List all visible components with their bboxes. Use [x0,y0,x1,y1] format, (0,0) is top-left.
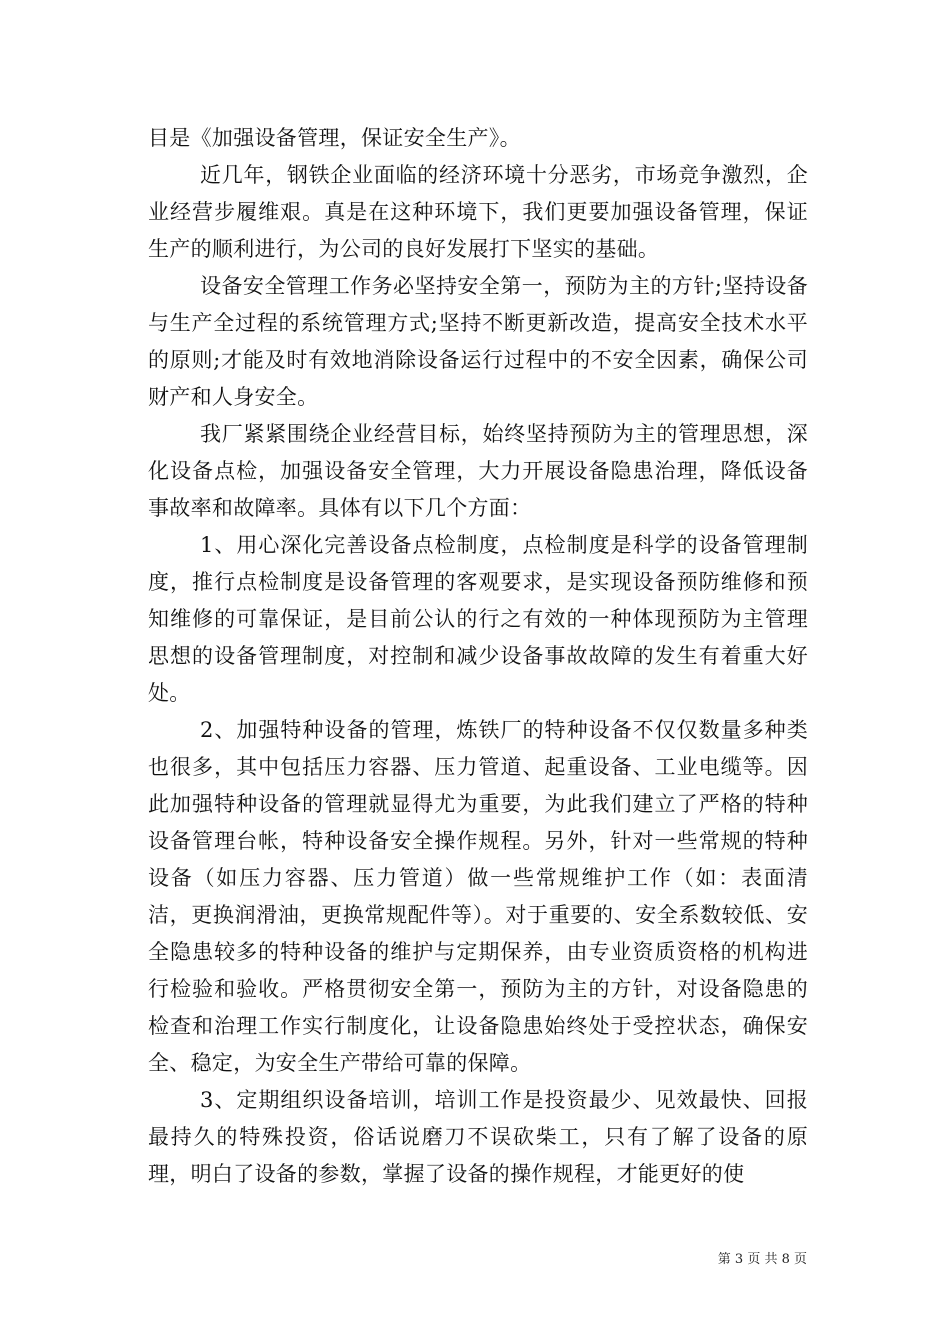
paragraph-economic-environment: 近几年，钢铁企业面临的经济环境十分恶劣，市场竞争激烈，企业经营步履维艰。真是在这种环境下，我们更要加强设备管理，保证生产的顺利进行，为公司的良好发展打下坚实的基础。 [148,163,808,261]
paragraph-continuation: 目是《加强设备管理，保证安全生产》。 [148,126,521,150]
page-footer [0,1248,807,1267]
document-body [148,120,808,1193]
paragraph-item-1-inspection: 1、用心深化完善设备点检制度，点检制度是科学的设备管理制度，推行点检制度是设备管理的客观要求，是实现设备预防维修和预知维修的可靠保证，是目前公认的行之有效的一种体现预防为主管理思想的设备管理制度，对控制和减少设备事故故障的发生有着重大好处。 [148,533,808,705]
paragraph-item-2-special-equipment: 2、加强特种设备的管理，炼铁厂的特种设备不仅仅数量多种类也很多，其中包括压力容器、压力管道、起重设备、工业电缆等。因此加强特种设备的管理就显得尤为重要，为此我们建立了严格的特种设备管理台帐，特种设备安全操作规程。另外，针对一些常规的特种设备（如压力容器、压力管道）做一些常规维护工作（如：表面清洁，更换润滑油，更换常规配件等）。对于重要的、安全系数较低、安全隐患较多的特种设备的维护与定期保养，由专业资质资格的机构进行检验和验收。严格贯彻安全第一，预防为主的方针，对设备隐患的检查和治理工作实行制度化，让设备隐患始终处于受控状态，确保安全、稳定，为安全生产带给可靠的保障。 [148,718,808,1075]
page-number-label: 第 3 页 共 8 页 [717,1252,807,1267]
paragraph-item-3-training: 3、定期组织设备培训，培训工作是投资最少、见效最快、回报最持久的特殊投资，俗话说磨刀不误砍柴工，只有了解了设备的原理，明白了设备的参数，掌握了设备的操作规程，才能更好的使 [148,1088,808,1186]
paragraph-safety-policy: 设备安全管理工作务必坚持安全第一，预防为主的方针;坚持设备与生产全过程的系统管理方式;坚持不断更新改造，提高安全技术水平的原则;才能及时有效地消除设备运行过程中的不安全因素，确保公司财产和人身安全。 [148,274,808,409]
paragraph-factory-goals: 我厂紧紧围绕企业经营目标，始终坚持预防为主的管理思想，深化设备点检，加强设备安全管理，大力开展设备隐患治理，降低设备事故率和故障率。具体有以下几个方面： [148,422,808,520]
